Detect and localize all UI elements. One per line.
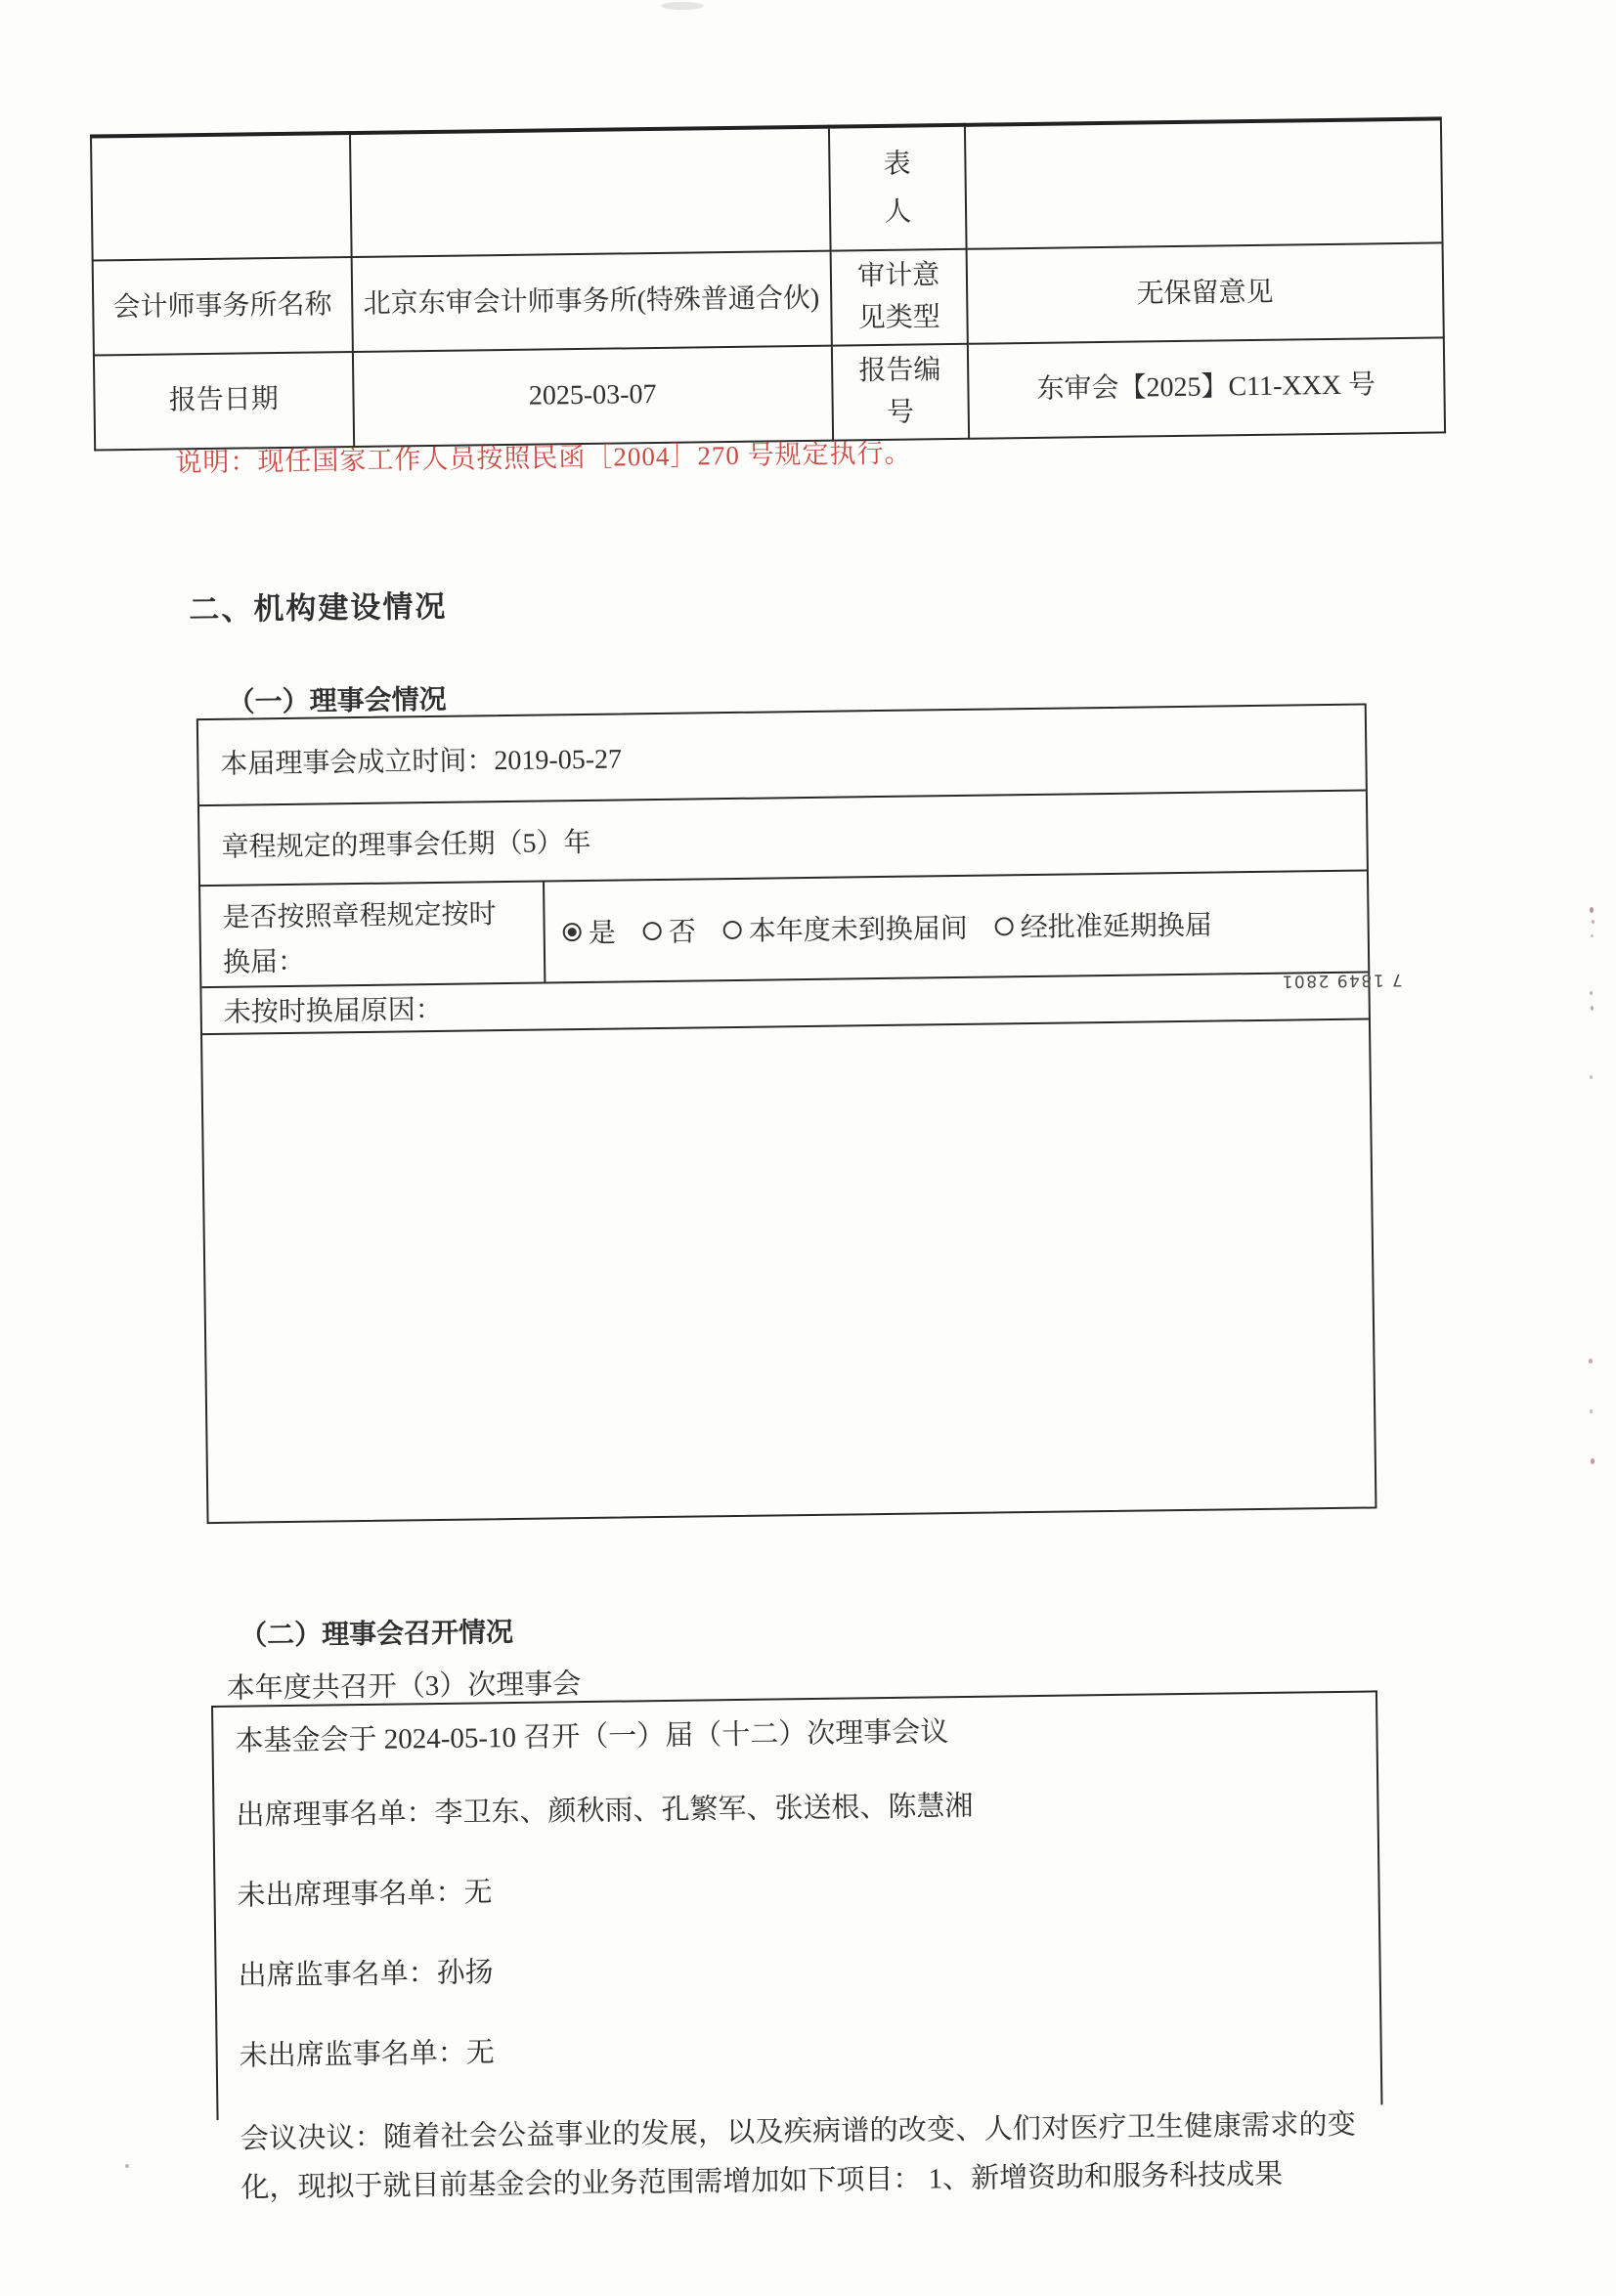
board-founded-row: 本届理事会成立时间：2019-05-27: [198, 706, 1366, 807]
radio-option-yes: [562, 912, 616, 952]
radio-icon: [995, 917, 1014, 935]
report-number-label: 报告编号: [832, 344, 969, 441]
report-number-value: 东审会【2025】C11-XXX 号: [968, 337, 1446, 438]
scan-speck: [1590, 907, 1594, 913]
radio-option-no: [642, 910, 696, 950]
reelect-reason-empty-area: [202, 1019, 1375, 1522]
accounting-firm-label: 会计师事务所名称: [93, 257, 353, 355]
meeting-session-line: 本基金会于 2024-05-10 召开（一）届（十二）次理事会议: [235, 1716, 949, 1757]
scan-speck: [1591, 1458, 1594, 1464]
scan-speck: [1590, 1075, 1593, 1079]
subsection-meetings-title: （二）理事会召开情况: [239, 1617, 514, 1652]
report-date-value: 2025-03-07: [352, 345, 832, 446]
scan-speck: [1589, 1359, 1593, 1364]
audit-info-table: [90, 116, 1446, 451]
red-note: 说明：现任国家工作人员按照民函［2004］270 号规定执行。: [175, 438, 912, 478]
reelect-reason-label-row: 未按时换届原因：: [201, 973, 1369, 1035]
scan-speck: [1590, 1409, 1593, 1413]
scan-speck: [1591, 1006, 1594, 1011]
meeting-resolution-line: 会议决议：随着社会公益事业的发展，以及疾病谱的改变、人们对医疗卫生健康需求的变化，现拟于就目前基金会的业务范围需增加如下项目： 1、新增资助和服务科技成果: [240, 2108, 1356, 2204]
directors-absent-line: 未出席理事名单：无: [237, 1877, 493, 1912]
report-date-label: 报告日期: [94, 352, 354, 450]
radio-label: 否: [668, 917, 696, 948]
board-info-table: [197, 703, 1377, 1524]
empty-cell: [965, 118, 1443, 248]
scan-speck: [1591, 934, 1594, 937]
scan-speck: [125, 2164, 129, 2168]
board-term-row: 章程规定的理事会任期（5）年: [199, 792, 1367, 888]
radio-label: 是: [588, 918, 616, 949]
supervisors-absent-line: 未出席监事名单：无: [239, 2037, 495, 2072]
radio-label: 本年度未到换届间: [748, 913, 968, 947]
radio-option-not-due: [722, 907, 968, 949]
legal-representative-label-partial: 表人: [829, 125, 967, 251]
reelect-on-time-label: 是否按照章程规定按时换届：: [200, 883, 546, 987]
scan-speck: [1590, 991, 1593, 995]
table-row: [93, 242, 1444, 355]
empty-cell: [91, 133, 351, 260]
supervisors-present-line: 出席监事名单：孙扬: [238, 1957, 494, 1992]
meeting-table: [211, 1690, 1382, 2204]
radio-icon: [563, 923, 582, 941]
audit-opinion-label: 审计意见类型: [830, 249, 967, 346]
radio-icon: [723, 920, 742, 938]
upside-down-fax-mark: 7 1849 2801: [1280, 970, 1403, 991]
radio-label: 经批准延期换届: [1020, 910, 1212, 944]
scan-speck: [1592, 920, 1594, 924]
empty-cell: [350, 127, 831, 257]
directors-present-line: 出席理事名单：李卫东、颜秋雨、孔繁军、张送根、陈慧湘: [236, 1790, 974, 1832]
board-reelect-row: [200, 872, 1368, 989]
subsection-board-title: （一）理事会情况: [227, 684, 447, 718]
reelect-options: [545, 872, 1368, 982]
radio-option-approved-delay: [994, 904, 1212, 946]
meetings-count-line: 本年度共召开（3）次理事会: [226, 1668, 582, 1705]
section-title: 二、机构建设情况: [189, 588, 448, 628]
scan-smudge: [661, 2, 704, 10]
accounting-firm-value: 北京东审会计师事务所(特殊普通合伙): [351, 251, 831, 352]
audit-opinion-value: 无保留意见: [966, 242, 1444, 343]
table-row: [91, 118, 1443, 260]
radio-icon: [643, 921, 662, 939]
